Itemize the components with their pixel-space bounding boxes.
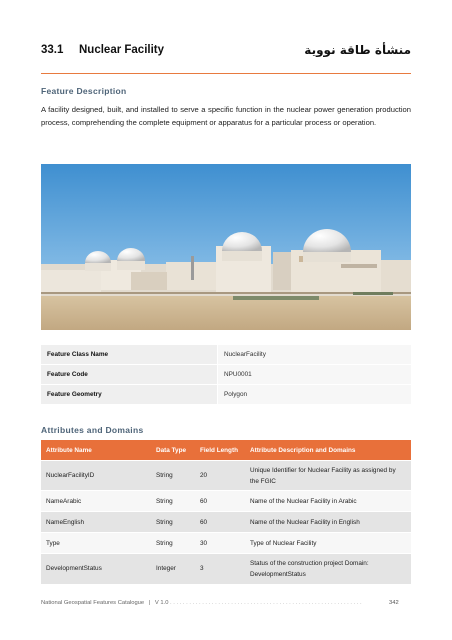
column-header: Data Type [151,440,195,461]
attribute-type: String [151,491,195,512]
nuclear-facility-photo [41,164,411,330]
feature-info-key: Feature Code [41,365,218,385]
section-title: Nuclear Facility [79,44,165,56]
table-row [41,554,411,584]
column-header: Attribute Description and Domains [245,440,411,461]
table-row [41,533,411,554]
attribute-length: 30 [195,533,245,554]
column-header: Field Length [195,440,245,461]
attributes-heading: Attributes and Domains [41,425,144,435]
section-number: 33.1 [41,44,64,56]
feature-info-table [41,345,411,405]
attribute-description: Type of Nuclear Facility [245,533,411,554]
attribute-name: NameEnglish [41,512,151,533]
feature-info-value: NPU0001 [218,365,412,385]
feature-info-row [41,385,411,405]
footer-separator: | [148,600,151,606]
attribute-type: String [151,512,195,533]
footer-catalogue-name: National Geospatial Features Catalogue [41,600,145,606]
attribute-description: Unique Identifier for Nuclear Facility as assigned by the FGIC [245,461,411,491]
attribute-name: DevelopmentStatus [41,554,151,584]
attribute-name: NuclearFacilityID [41,461,151,491]
footer-version: V 1.0 [154,600,169,606]
feature-description-text: A facility designed, built, and installed to serve a specific function in the nuclear power generation production process, comprehending the complete equipment or apparatus for a particular process or operation. [41,105,411,128]
attribute-length: 60 [195,512,245,533]
attribute-description: Name of the Nuclear Facility in Arabic [245,491,411,512]
attributes-table [41,440,411,584]
column-header: Attribute Name [41,440,151,461]
feature-info-value: NuclearFacility [218,345,412,365]
attribute-length: 60 [195,491,245,512]
feature-description-heading: Feature Description [41,86,127,96]
table-row [41,461,411,491]
attribute-type: Integer [151,554,195,584]
header-divider [41,73,411,74]
feature-info-key: Feature Class Name [41,345,218,365]
footer-dot-leader: . . . . . . . . . . . . . . . . . . . . . . . . . . . . . . . . . . . . . . . . . . . . . . . . . . . . . . . . . . . . [170,600,362,606]
attribute-length: 20 [195,461,245,491]
table-row [41,512,411,533]
feature-info-row [41,345,411,365]
attribute-type: String [151,533,195,554]
section-title-arabic: منشأة طاقة نووية [304,43,411,57]
attribute-length: 3 [195,554,245,584]
attribute-name: NameArabic [41,491,151,512]
table-row [41,491,411,512]
attribute-type: String [151,461,195,491]
footer-catalogue [41,600,168,606]
attribute-description: Status of the construction project Domain: DevelopmentStatus [245,554,411,584]
feature-info-key: Feature Geometry [41,385,218,405]
attribute-description: Name of the Nuclear Facility in English [245,512,411,533]
feature-info-value: Polygon [218,385,412,405]
feature-info-row [41,365,411,385]
attributes-header-row [41,440,411,461]
attribute-name: Type [41,533,151,554]
page-number: 342 [389,600,399,606]
